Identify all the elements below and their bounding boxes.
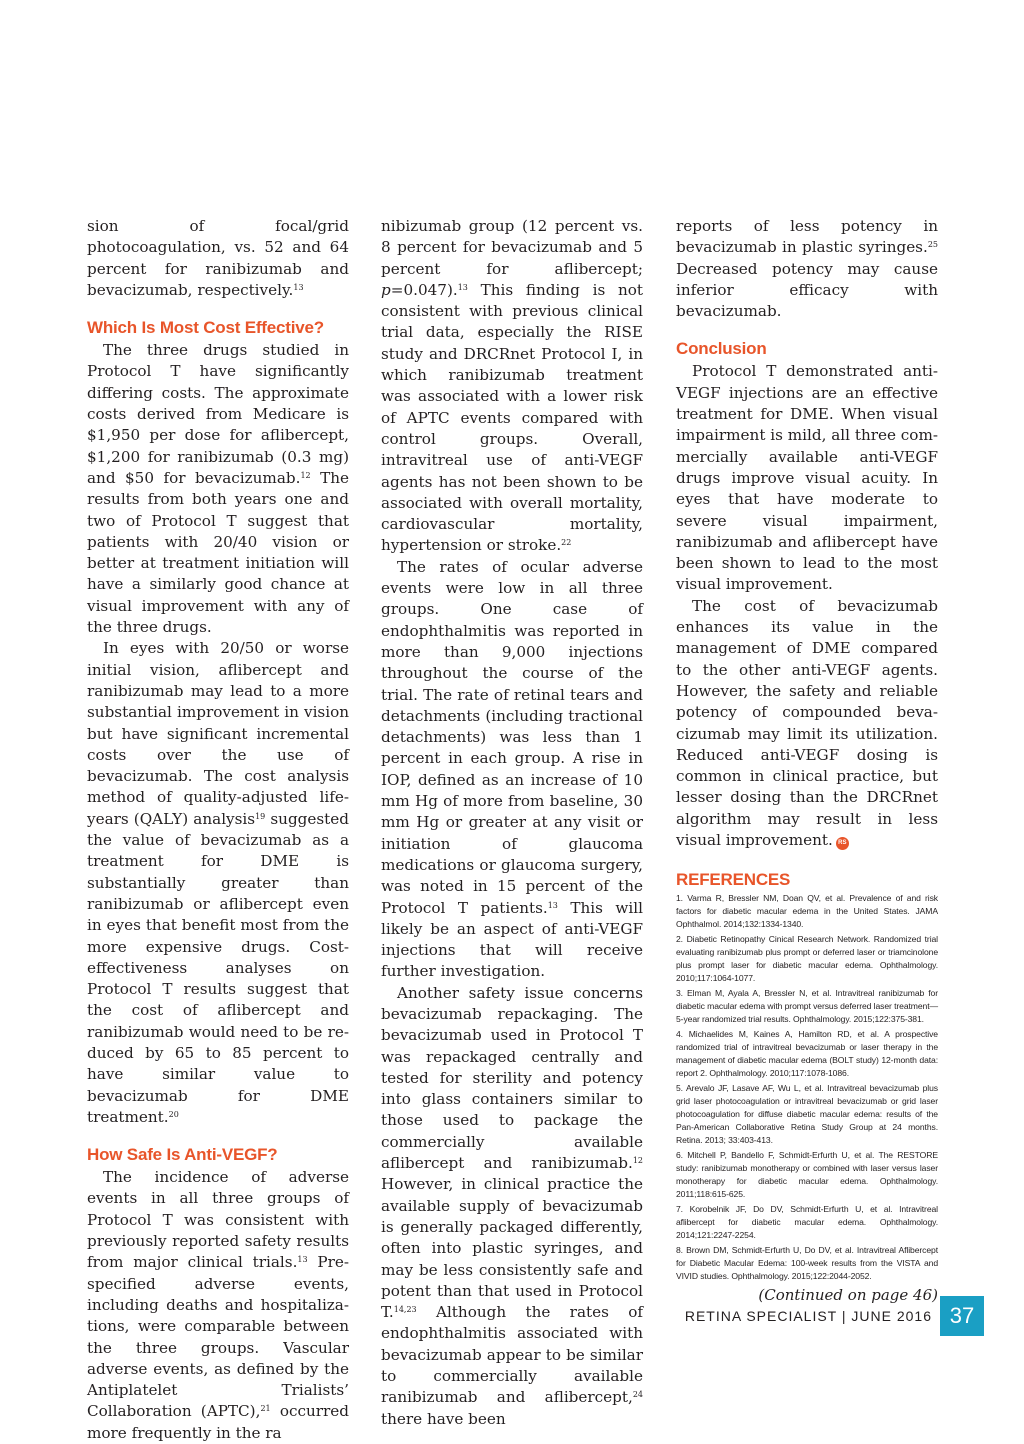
paragraph-cost-1: The three drugs studied in Protocol T have significantly differing costs. The approximate costs derived from Medicare is $1,950 per dose for aflibercept, $1,200 for ranibizumab (0.3 mg) and $50 for bevacizumab.$^{12}$ The results from both years one and two of Protocol T suggest that patients with 20/40 vision or better at treatment initiation will have a similarly good chance at visual improvement with any of the three drugs.: [87, 341, 349, 637]
column-3: [676, 216, 938, 1307]
publication-info: RETINA SPECIALIST | JUNE 2016: [684, 1308, 932, 1324]
paragraph-conclusion-2: The cost of bevacizumab enhances its value in the management of DME compared to the other anti-VEGF agents. However, the safety and reliable potency of compounded bevacizumab may limit its utilization. Reduced anti-VEGF dosing is common in clinical practice, but lesser dosing than the DRCRnet algorithm may result in less visual improvement. RS: [676, 596, 938, 850]
end-of-article-icon: RS: [836, 837, 849, 850]
paragraph-conclusion-1: Protocol T demonstrated anti-VEGF injections are an effective treatment for DME. When visual impairment is mild, all three commercially available anti-VEGF drugs improve visual acuity. In eyes that have moderate to severe visual impairment, ranibizumab and aflibercept have been shown to lead to the most visual improvement.: [676, 362, 938, 594]
column-2: [381, 216, 643, 1430]
column-1: [87, 216, 349, 1444]
heading-how-safe: How Safe Is Anti-VEGF?: [87, 1145, 278, 1165]
paragraph-safety-1: The incidence of adverse events in all three groups of Protocol T was consistent with previously reported safety results from major clinical trials.$^{13}$ Pre-specified adverse events, including deaths and hospitalizations, were comparable between the three groups. Vascular adverse events, as defined by the Antiplatelet Trialists’ Collaboration (APTC),$^{21}$ occurred more frequently in the ra: [87, 1168, 350, 1442]
paragraph-repackaging: Another safety issue concerns bevacizumab repackaging. The bevacizumab used in Protocol T was repackaged centrally and tested for sterility and potency into glass containers similar to those used to package the commercially available aflibercept and ranibizumab.$^{12}$ However, in clinical practice the available supply of bevacizumab is generally packaged differently, often into plastic syringes, and may be less consistently safe and potent than that used in Protocol T.$^{14,23}$ Although the rates of endophthalmitis associated with bevacizumab appear to be similar to commercially available ranibizumab and aflibercept,$^{24}$ there have been: [381, 983, 643, 1428]
paragraph-intro: sion of focal/grid photocoagulation, vs. 52 and 64 percent for ranibizumab and bevacizumab, respectively.$^{13}$: [87, 217, 349, 299]
reference-item: 1. Varma R, Bressler NM, Doan QV, et al. Prevalence of and risk factors for diabetic macular edema in the United States. JAMA Ophthalmol. 2014;132:1334-1340.: [676, 893, 938, 930]
reference-item: 2. Diabetic Retinopathy Cinical Research Network. Randomized trial evaluating ranibizumab plus prompt or deferred laser or triamcinolone plus prompt laser for diabetic macular edema. Ophthalmology. 2010;117:1064-1077.: [676, 934, 938, 984]
reference-item: 7. Korobelnik JF, Do DV, Schmidt-Erfurth U, et al. Intravitreal aflibercept for diabetic macular edema. Ophthalmology. 2014;121:2247-2254.: [676, 1204, 938, 1241]
reference-item: 6. Mitchell P, Bandello F, Schmidt-Erfurth U, et al. The RESTORE study: ranibizumab monotherapy or combined with laser versus laser monotherapy for diabetic macular edema. Ophthalmology. 2011;118:615-625.: [676, 1150, 938, 1200]
paragraph-potency-continued: reports of less potency in bevacizumab in plastic syringes.$^{25}$ Decreased potency may cause inferior efficacy with bevacizumab.: [676, 217, 938, 321]
reference-item: 3. Elman M, Ayala A, Bressler N, et al. Intravitreal ranibizumab for diabetic macular edema with prompt versus deferred laser treatment—5-year randomized trial results. Ophthalmology. 2015;122:375-381.: [676, 988, 938, 1025]
reference-item: 5. Arevalo JF, Lasave AF, Wu L, et al. Intravitreal bevacizumab plus grid laser photocoagulation or intravitreal bevacizumab or grid laser photocoagulation for diffuse diabetic macular edema: results of the Pan-American Collaborative Retina Study Group at 24 months. Retina. 2013; 33:403-413.: [676, 1083, 938, 1146]
page-number: 37: [940, 1296, 984, 1336]
continued-note: (Continued on page 46): [758, 1286, 938, 1305]
paragraph-aptc-continued: nibizumab group (12 percent vs. 8 percent for bevacizumab and 5 percent for aflibercept; p=0.047).$^{13}$ This finding is not consistent with previous clinical trial data, especially the RISE study and DRCRnet Protocol I, in which ranibizumab treatment was associated with a lower risk of APTC events compared with control groups. Overall, intravitreal use of anti-VEGF agents has not been shown to be associated with overall mortality, cardiovascular mortality, hypertension or stroke.$^{22}$: [381, 217, 643, 555]
paragraph-cost-2: In eyes with 20/50 or worse initial vision, aflibercept and ranibizumab may lead to a more substantial improvement in vision but have significant incremental costs over the use of bevacizumab. The cost analysis method of quality-adjusted life-years (QALY) analysis$^{19}$ suggested the value of bevacizumab as a treatment for DME is substantially greater than ranibizumab or aflibercept even in eyes that benefit most from the more expensive drugs. Cost-effectiveness analyses on Protocol T results suggest that the cost of aflibercept and ranibizumab would need to be reduced by 65 to 85 percent to have similar value to bevacizumab for DME treatment.$^{20}$: [87, 639, 349, 1126]
paragraph-ocular-events: The rates of ocular adverse events were low in all three groups. One case of endophthalmitis was reported in more than 9,000 injections throughout the course of the trial. The rate of retinal tears and detachments (including tractional detachments) was less than 1 percent in each group. A rise in IOP, defined as an increase of 10 mm Hg of more from baseline, 30 mm Hg or greater at any visit or initiation of glaucoma medications or glaucoma surgery, was noted in 15 percent of the Protocol T patients.$^{13}$ This will likely be an aspect of anti-VEGF injections that will receive further investigation.: [381, 557, 643, 981]
references-list: [676, 892, 938, 1283]
reference-item: 4. Michaelides M, Kaines A, Hamilton RD, et al. A prospective randomized trial of intravitreal bevacizumab or laser therapy in the management of diabetic macular edema (BOLT study) 12-month data: report 2. Ophthalmology. 2010;117:1078-1086.: [676, 1029, 938, 1079]
reference-item: 8. Brown DM, Schmidt-Erfurth U, Do DV, et al. Intravitreal Aflibercept for Diabetic Macular Edema: 100-week results from the VISTA and VIVID studies. Ophthalmology. 2015;122:2044-2052.: [676, 1245, 938, 1282]
heading-conclusion: Conclusion: [676, 339, 767, 359]
heading-references: REFERENCES: [676, 870, 791, 890]
heading-cost-effective: Which Is Most Cost Effective?: [87, 318, 324, 338]
page-footer: [685, 1296, 984, 1336]
